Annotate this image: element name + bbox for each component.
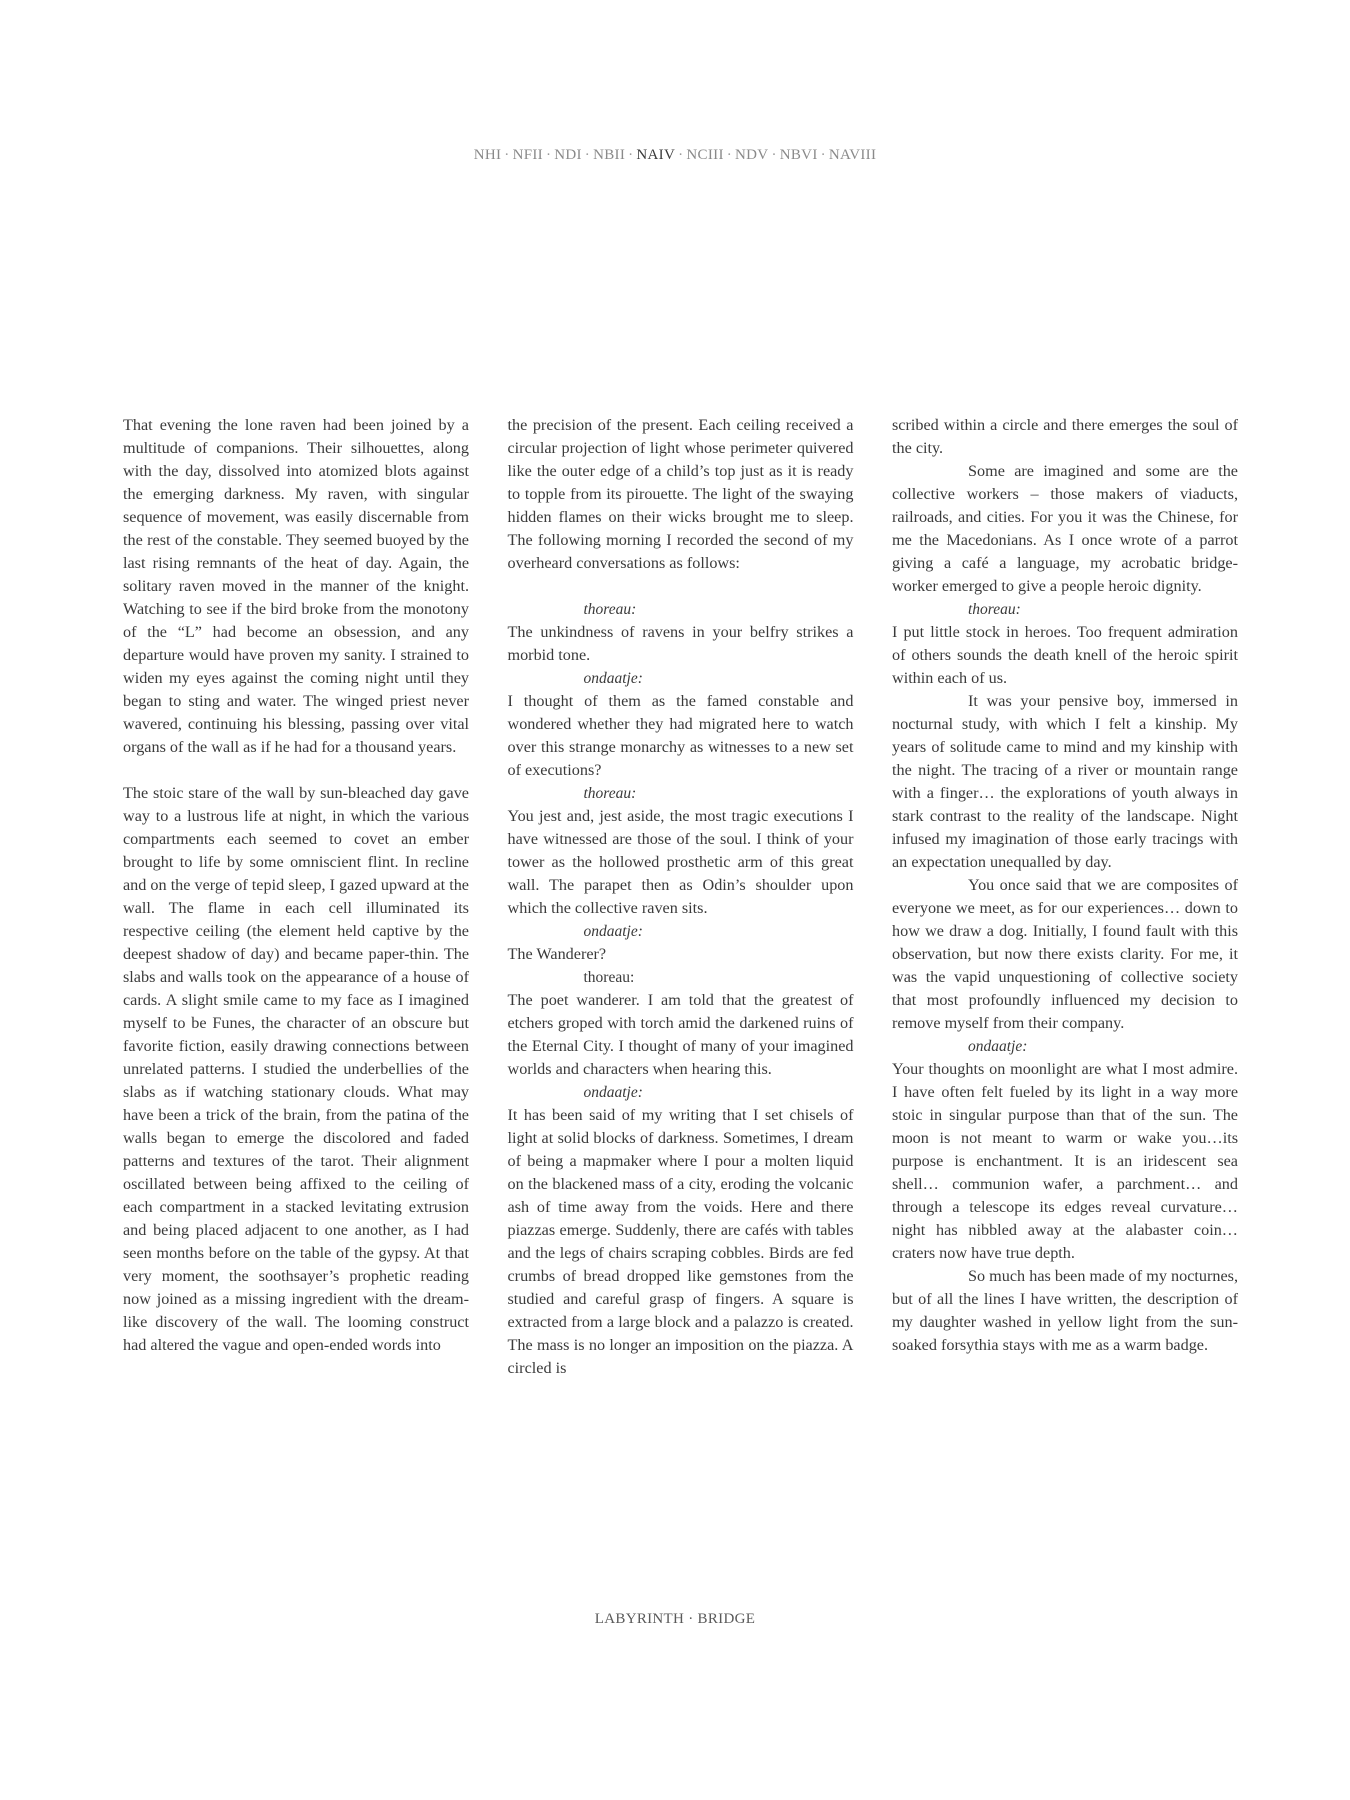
speaker-label: thoreau: <box>583 969 635 986</box>
nav-separator: · <box>628 147 634 163</box>
nav-separator: · <box>820 147 826 163</box>
paragraph: The stoic stare of the wall by sun-bleached day gave way to a lustrous life at night, in which the various compartments each seemed to covet an ember brought to life by some omniscient flint. In recline and on the verge of tepid sleep, I gazed upward at the wall. The flame in each cell illuminated its respective ceiling (the element held captive by the deepest shadow of day) and became paper-thin. The slabs and walls took on the appearance of a house of cards. A slight smile came to my face as I imagined myself to be Funes, the character of an obscure but favorite fiction, easily drawing connections between unrelated patterns. I studied the underbellies of the slabs as if watching stationary clouds. What may have been a trick of the brain, from the patina of the walls began to emerge the discolored and faded patterns and textures of the tarot. Their alignment oscillated between being affixed to the ceiling of each compartment in a stacked levitating extrusion and being placed adjacent to one another, as I had seen months before on the table of the gypsy. At that very moment, the soothsayer’s prophetic reading now joined as a missing ingredient with the dream-like discovery of the wall. The looming construct had altered the vague and open-ended words into <box>123 784 469 1354</box>
speaker-label: ondaatje: <box>583 923 643 940</box>
nav-separator: · <box>726 147 733 163</box>
nav-separator: · <box>504 147 510 163</box>
speaker-label: thoreau: <box>968 601 1021 618</box>
speaker-label: thoreau: <box>583 601 637 618</box>
nav-separator: · <box>771 147 777 163</box>
nav-item[interactable]: NAIV <box>636 147 676 163</box>
nav-item[interactable]: NBII <box>593 147 626 163</box>
nav-item[interactable]: NDI <box>554 147 582 163</box>
nav-item[interactable]: NAVIII <box>828 147 877 163</box>
paragraph: The Wanderer? <box>507 945 607 963</box>
paragraph: I put little stock in heroes. Too frequent admiration of others sounds the death knell of the heroic spirit within each of us. <box>892 623 1238 687</box>
nav-separator: · <box>584 147 591 163</box>
nav-item[interactable]: NBVI <box>779 147 818 163</box>
paragraph: You jest and, jest aside, the most tragic executions I have witnessed are those of the soul. I think of your tower as the hollowed prosthetic arm of this great wall. The parapet then as Odin’s shoulder upon which the collective raven sits. <box>507 807 854 917</box>
book-title-footer: LABYRINTH · BRIDGE <box>594 1611 756 1627</box>
speaker-label: thoreau: <box>583 785 637 802</box>
nav-item[interactable]: NCIII <box>686 147 724 163</box>
paragraph: It was your pensive boy, immersed in nocturnal study, with which I felt a kinship. My years of solitude came to mind and my kinship with the night. The tracing of a river or mountain range with a finger… the explorations of youth always in stark contrast to the reality of the landscape. Night infused my imagination of those early tracings with an expectation unequalled by day. <box>892 692 1238 871</box>
nav-item[interactable]: NDV <box>735 147 769 163</box>
column-1 <box>123 414 469 1380</box>
section-navigation <box>0 147 1350 164</box>
paragraph: You once said that we are composites of everyone we meet, as for our experiences… down to how we draw a dog. Initially, I found fault with this observation, but now there exists clarity. For me, it was the vapid unquestioning of collective society that most profoundly influenced my decision to remove myself from their company. <box>892 876 1238 1032</box>
speaker-label: ondaatje: <box>583 1084 643 1101</box>
nav-separator: · <box>545 147 552 163</box>
paragraph: I thought of them as the famed constable and wondered whether they had migrated here to watch over this strange monarchy as witnesses to a new set of executions? <box>507 692 854 779</box>
speaker-label: ondaatje: <box>583 670 643 687</box>
paragraph: scribed within a circle and there emerges the soul of the city. <box>892 416 1238 457</box>
paragraph: The unkindness of ravens in your belfry strikes a morbid tone. <box>507 623 854 664</box>
paragraph: So much has been made of my nocturnes, but of all the lines I have written, the description of my daughter washed in yellow light from the sun-soaked forsythia stays with me as a warm badge. <box>892 1267 1238 1354</box>
paragraph: Some are imagined and some are the collective workers – those makers of viaducts, railroads, and cities. For you it was the Chinese, for me the Macedonians. As I once wrote of a parrot giving a café a language, my acrobatic bridge-worker emerged to give a people heroic dignity. <box>892 462 1238 595</box>
speaker-label: ondaatje: <box>968 1038 1028 1055</box>
paragraph: The poet wanderer. I am told that the greatest of etchers groped with torch amid the darkened ruins of the Eternal City. I thought of many of your imagined worlds and characters when hearing this. <box>507 991 854 1078</box>
nav-item[interactable]: NHI <box>473 147 502 163</box>
paragraph: It has been said of my writing that I set chisels of light at solid blocks of darkness. Sometimes, I dream of being a mapmaker where I pour a molten liquid on the blackened mass of a city, eroding the volcanic ash of time away from the voids. Here and there piazzas emerge. Suddenly, there are cafés with tables and the legs of chairs scraping cobbles. Birds are fed crumbs of bread dropped like gemstones from the studied and careful grasp of fingers. A square is extracted from a large block and a palazzo is created. The mass is no longer an imposition on the piazza. A circled is <box>507 1106 854 1377</box>
column-2 <box>508 414 854 1380</box>
paragraph: Your thoughts on moonlight are what I most admire. I have often felt fueled by its light in a way more stoic in singular purpose than that of the sun. The moon is not meant to warm or wake you…its purpose is enchantment. It is an iridescent sea shell… communion wafer, a parchment… and through a telescope its edges reveal curvature… night has nibbled away at the alabaster coin… craters now have true depth. <box>892 1060 1238 1262</box>
paragraph: That evening the lone raven had been joined by a multitude of companions. Their silhouettes, along with the day, dissolved into atomized blots against the emerging darkness. My raven, with singular sequence of movement, was easily discernable from the rest of the constable. They seemed buoyed by the last rising remnants of the heat of day. Again, the solitary raven moved in the manner of the knight. Watching to see if the bird broke from the monotony of the “L” had become an obsession, and any departure would have proven my sanity. I strained to widen my eyes against the coming night until they began to sting and water. The winged priest never wavered, continuing his blessing, passing over vital organs of the wall as if he had for a thousand years. <box>123 416 469 756</box>
column-3 <box>892 414 1238 1380</box>
paragraph: the precision of the present. Each ceiling received a circular projection of light whose perimeter quivered like the outer edge of a child’s top just as it is ready to topple from its pirouette. The light of the swaying hidden flames on their wicks brought me to sleep. The following morning I recorded the second of my overheard conversations as follows: <box>507 416 854 572</box>
nav-separator: · <box>678 147 684 163</box>
nav-item[interactable]: NFII <box>512 147 543 163</box>
text-columns <box>123 414 1238 1380</box>
